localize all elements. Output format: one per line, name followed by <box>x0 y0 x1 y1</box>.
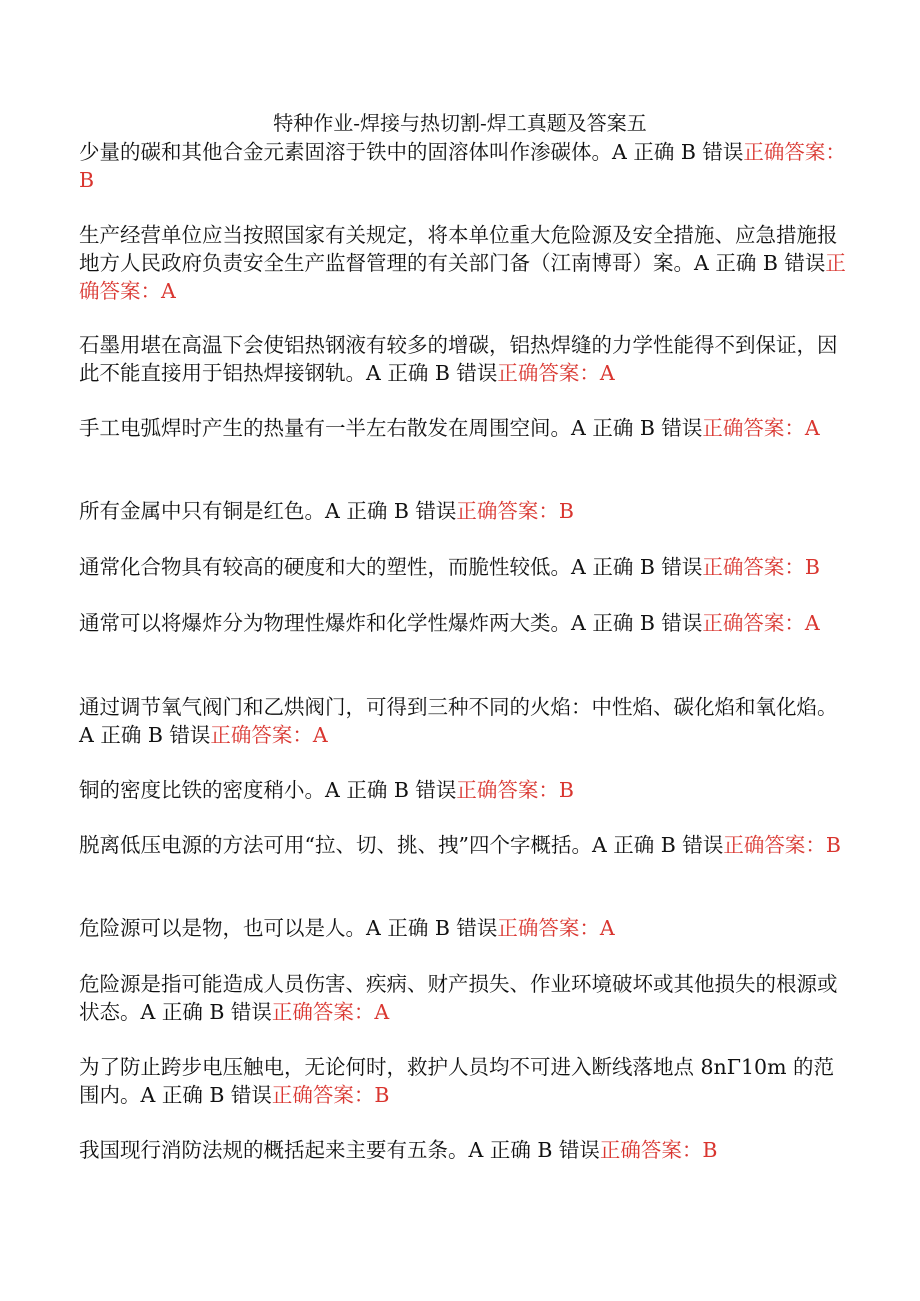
question-item <box>79 331 847 387</box>
answer-text: 正确答案：A <box>702 416 820 440</box>
answer-text: 正确答案：B <box>599 1138 718 1162</box>
question-text: 危险源可以是物，也可以是人。A 正确 B 错误 <box>79 916 498 940</box>
question-item <box>79 609 847 637</box>
question-text: 通过调节氧气阀门和乙烘阀门，可得到三种不同的火焰：中性焰、碳化焰和氧化焰。A 正确 B 错误 <box>79 695 838 747</box>
question-item <box>79 1136 847 1164</box>
question-text: 危险源是指可能造成人员伤害、疾病、财产损失、作业环境破坏或其他损失的根源或状态。A 正确 B 错误 <box>79 972 838 1024</box>
question-item <box>79 831 847 859</box>
question-text: 石墨用堪在高温下会使铝热钢液有较多的增碳，铝热焊缝的力学性能得不到保证，因此不能直接用于铝热焊接钢轨。A 正确 B 错误 <box>79 333 838 385</box>
question-item <box>79 914 847 942</box>
question-text: 铜的密度比铁的密度稍小。A 正确 B 错误 <box>79 778 457 802</box>
answer-text: 正确答案：B <box>456 499 574 523</box>
answer-text: 正确答案：B <box>79 140 846 192</box>
answer-text: 正确答案：A <box>210 723 328 747</box>
answer-text: 正确答案：A <box>702 611 820 635</box>
question-item <box>79 970 847 1026</box>
page-title: 特种作业-焊接与热切割-焊工真题及答案五 <box>273 111 647 135</box>
answer-text: 正确答案：B <box>702 555 820 579</box>
question-text: 少量的碳和其他合金元素固溶于铁中的固溶体叫作渗碳体。A 正确 B 错误 <box>79 140 744 164</box>
answer-text: 正确答案：A <box>497 916 615 940</box>
question-item <box>79 221 847 305</box>
question-item <box>79 138 847 194</box>
answer-text: 正确答案：A <box>271 1000 390 1024</box>
question-item <box>79 497 847 525</box>
question-text: 生产经营单位应当按照国家有关规定，将本单位重大危险源及安全措施、应急措施报地方人民政府负责安全生产监督管理的有关部门备（江南博哥）案。A 正确 B 错误 <box>79 223 838 275</box>
question-item <box>79 1053 847 1109</box>
question-text: 我国现行消防法规的概括起来主要有五条。A 正确 B 错误 <box>79 1138 600 1162</box>
answer-text: 正确答案：B <box>456 778 574 802</box>
question-text: 脱离低压电源的方法可用“拉、切、挑、拽”四个字概括。A 正确 B 错误 <box>79 833 724 857</box>
answer-text: 正确答案：B <box>271 1083 390 1107</box>
question-text: 为了防止跨步电压触电，无论何时，救护人员均不可进入断线落地点 8nΓ10m 的范围内。A 正确 B 错误 <box>79 1055 835 1107</box>
question-text: 所有金属中只有铜是红色。A 正确 B 错误 <box>79 499 457 523</box>
question-text: 通常可以将爆炸分为物理性爆炸和化学性爆炸两大类。A 正确 B 错误 <box>79 611 703 635</box>
answer-text: 正确答案：A <box>79 251 846 303</box>
question-item <box>79 693 847 749</box>
question-item <box>79 776 847 804</box>
question-item <box>79 414 847 442</box>
question-text: 手工电弧焊时产生的热量有一半左右散发在周围空间。A 正确 B 错误 <box>79 416 703 440</box>
question-item <box>79 553 847 581</box>
question-text: 通常化合物具有较高的硬度和大的塑性，而脆性较低。A 正确 B 错误 <box>79 555 703 579</box>
answer-text: 正确答案：B <box>723 833 841 857</box>
answer-text: 正确答案：A <box>497 361 615 385</box>
